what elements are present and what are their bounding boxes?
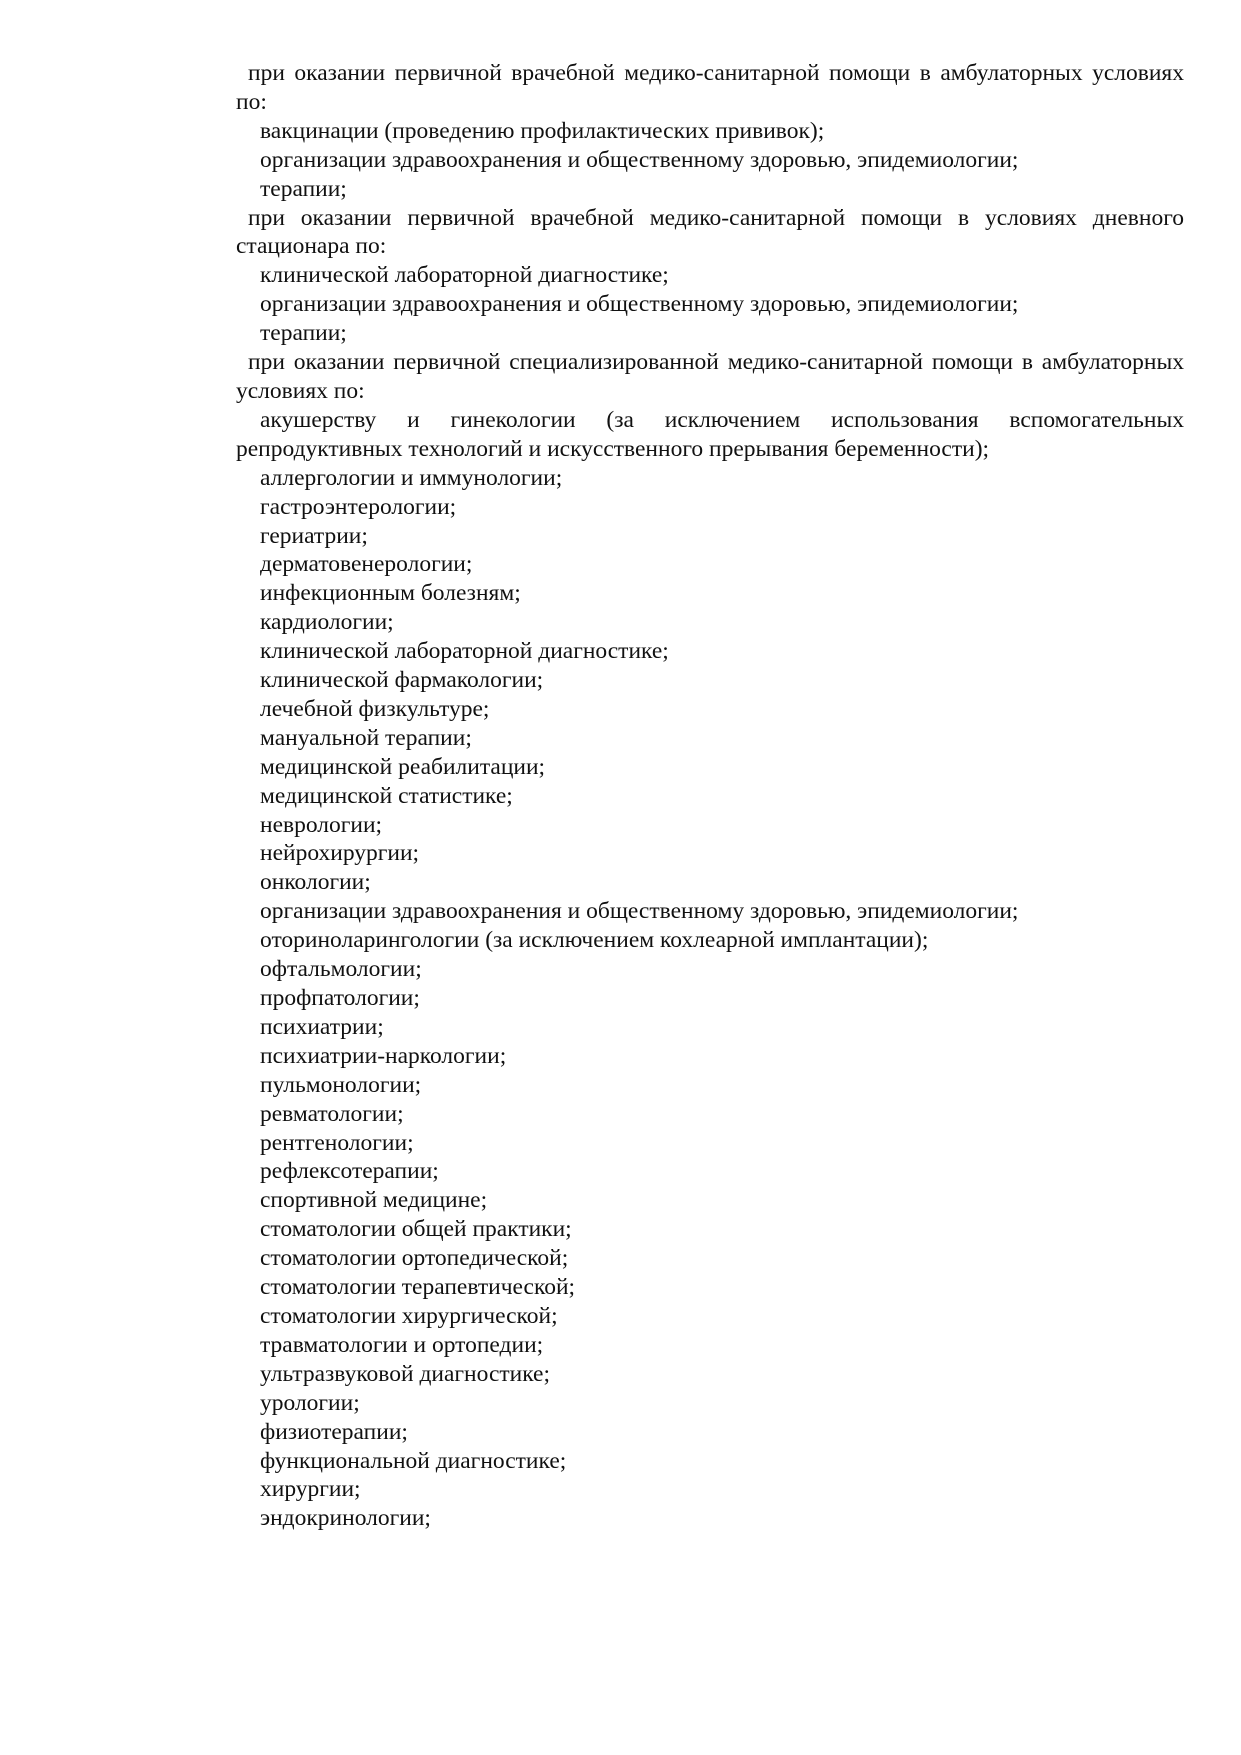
list-item: онкологии; (260, 869, 371, 896)
list-item: акушерству и гинекологии (за исключением использования вспомогательных репродуктивных технологий и искусственного прерывания беременности); (236, 406, 1184, 462)
list-item: стоматологии терапевтической; (260, 1274, 576, 1301)
list-item: психиатрии-наркологии; (260, 1042, 507, 1069)
list-item: неврологии; (260, 811, 383, 838)
list-item: психиатрии; (260, 1013, 384, 1040)
list-item: физиотерапии; (260, 1418, 408, 1445)
section-heading: при оказании первичной специализированной медико-санитарной помощи в амбулаторных условиях по: (236, 349, 1184, 404)
list-item: вакцинации (проведению профилактических прививок); (260, 117, 825, 144)
list-item: эндокринологии; (260, 1505, 431, 1532)
list-item: клинической лабораторной диагностике; (260, 262, 669, 289)
list-item: клинической лабораторной диагностике; (260, 638, 669, 665)
section-heading: при оказании первичной врачебной медико-санитарной помощи в условиях дневного стационара по: (236, 204, 1184, 260)
list-item: клинической фармакологии; (260, 667, 544, 694)
list-item: травматологии и ортопедии; (260, 1331, 544, 1358)
list-item: медицинской реабилитации; (260, 753, 546, 780)
section-primary-physician-day-hospital (236, 204, 1184, 349)
list-item: лечебной физкультуре; (260, 695, 490, 722)
list-item: хирургии; (260, 1476, 361, 1503)
list-item: инфекционным болезням; (260, 580, 521, 607)
specialty-list (236, 117, 1184, 204)
list-item: организации здравоохранения и общественному здоровью, эпидемиологии; (260, 291, 1019, 318)
specialty-list (236, 261, 1184, 348)
list-item: нейрохирургии; (260, 840, 420, 867)
list-item: функциональной диагностике; (260, 1447, 567, 1474)
list-item: терапии; (260, 320, 347, 347)
list-item: кардиологии; (260, 609, 394, 636)
list-item: медицинской статистике; (260, 782, 513, 809)
list-item: стоматологии ортопедической; (260, 1245, 569, 1272)
list-item: профпатологии; (260, 985, 420, 1011)
list-item: терапии; (260, 175, 347, 202)
list-item: урологии; (260, 1389, 360, 1416)
section-primary-physician-outpatient (236, 59, 1184, 204)
list-item: ревматологии; (260, 1100, 404, 1127)
list-item: стоматологии хирургической; (260, 1302, 558, 1329)
list-item: стоматологии общей практики; (260, 1216, 572, 1243)
section-primary-specialized-outpatient (236, 348, 1184, 1533)
list-item: ультразвуковой диагностике; (260, 1360, 551, 1387)
list-item: мануальной терапии; (260, 724, 472, 751)
list-item: организации здравоохранения и общественному здоровью, эпидемиологии; (260, 146, 1019, 173)
list-item: гастроэнтерологии; (260, 493, 457, 520)
list-item: оториноларингологии (за исключением кохлеарной имплантации); (260, 927, 929, 954)
list-item: пульмонологии; (260, 1071, 422, 1098)
list-item: офтальмологии; (260, 956, 422, 983)
list-item: дерматовенерологии; (260, 551, 473, 578)
document-page (236, 59, 1184, 1533)
list-item: рефлексотерапии; (260, 1158, 439, 1185)
list-item: спортивной медицине; (260, 1187, 488, 1214)
list-item: организации здравоохранения и общественному здоровью, эпидемиологии; (260, 898, 1019, 925)
list-item: рентгенологии; (260, 1129, 414, 1156)
list-item: аллергологии и иммунологии; (260, 464, 563, 491)
list-item: гериатрии; (260, 522, 368, 549)
specialty-list (236, 406, 1184, 1533)
section-heading: при оказании первичной врачебной медико-санитарной помощи в амбулаторных условиях по: (236, 60, 1184, 115)
